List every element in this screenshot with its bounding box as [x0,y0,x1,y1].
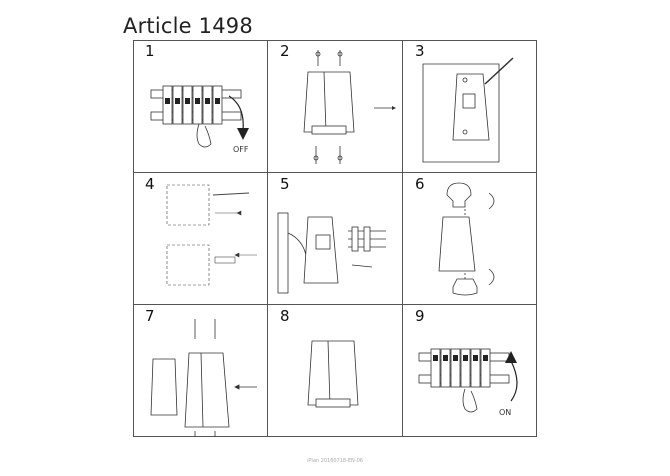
step-6-panel [403,173,537,305]
lamp-unscrew-illustration [268,40,402,172]
footer-code: iPlan 20160718-EN-06 [307,458,363,464]
step-5-number: 5 [280,175,290,193]
step-3-number: 3 [415,42,425,60]
cover-reassembly-illustration [133,305,267,437]
step-2-panel [268,40,402,172]
drill-anchor-illustration [133,173,267,305]
step-4-number: 4 [145,175,155,193]
off-label: OFF [233,145,249,154]
finished-lamp-illustration [268,305,402,437]
step-6-number: 6 [415,175,425,193]
bulb-insert-illustration [403,173,537,305]
step-3-panel [403,40,537,172]
step-1-number: 1 [145,42,155,60]
wall-mount-illustration [403,40,537,172]
step-8-panel [268,305,402,437]
on-label: ON [499,408,512,417]
step-4-panel [133,173,267,305]
wiring-illustration [268,173,402,305]
step-9-number: 9 [415,307,425,325]
step-2-number: 2 [280,42,290,60]
breaker-off-illustration [133,40,267,172]
breaker-on-illustration [403,305,537,437]
step-1-panel [133,40,267,172]
step-9-panel [403,305,537,437]
step-5-panel [268,173,402,305]
step-7-panel [133,305,267,437]
page-title: Article 1498 [123,14,253,38]
step-8-number: 8 [280,307,290,325]
step-7-number: 7 [145,307,155,325]
instruction-grid [133,40,537,437]
